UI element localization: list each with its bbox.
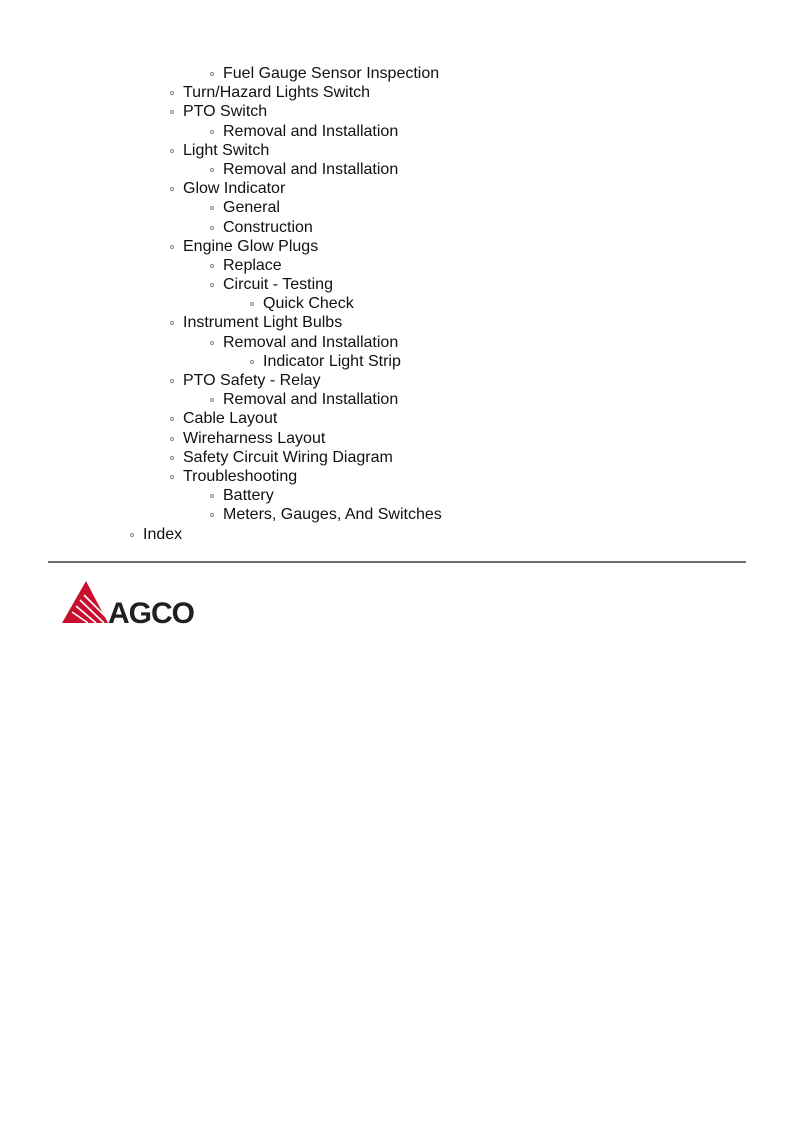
bullet-icon <box>210 398 214 402</box>
bullet-icon <box>250 302 254 306</box>
toc-item-label: Removal and Installation <box>223 122 399 140</box>
toc-item-label: Indicator Light Strip <box>263 352 401 370</box>
toc-item-level-2[interactable] <box>0 237 794 256</box>
toc-item-level-3[interactable] <box>0 218 794 237</box>
bullet-icon <box>210 72 214 76</box>
toc-item-label: Index <box>143 525 183 543</box>
agco-logo-graphic <box>62 580 234 626</box>
toc-item-label: Turn/Hazard Lights Switch <box>183 84 371 102</box>
toc-item-label: Glow Indicator <box>183 180 286 198</box>
toc-item-level-2[interactable] <box>0 409 794 428</box>
agco-logo <box>62 580 234 626</box>
toc-item-level-3[interactable] <box>0 275 794 294</box>
bullet-icon <box>210 494 214 498</box>
toc-item-label: Removal and Installation <box>223 333 399 351</box>
toc-item-level-2[interactable] <box>0 141 794 160</box>
bullet-icon <box>170 437 174 441</box>
toc-item-level-3[interactable] <box>0 122 794 141</box>
toc-item-level-2[interactable] <box>0 429 794 448</box>
bullet-icon <box>210 206 214 210</box>
logo-triangle-mark <box>62 581 108 623</box>
toc-item-label: Safety Circuit Wiring Diagram <box>183 448 393 466</box>
toc-item-level-1[interactable] <box>0 525 794 544</box>
bullet-icon <box>170 321 174 325</box>
toc-item-label: Removal and Installation <box>223 160 399 178</box>
bullet-icon <box>210 130 214 134</box>
toc-item-label: Instrument Light Bulbs <box>183 314 343 332</box>
toc-item-label: General <box>223 199 280 217</box>
bullet-icon <box>170 110 174 114</box>
bullet-icon <box>210 513 214 517</box>
bullet-icon <box>170 245 174 249</box>
toc-item-label: Replace <box>223 256 282 274</box>
toc-item-label: Troubleshooting <box>183 467 298 485</box>
toc-item-level-2[interactable] <box>0 448 794 467</box>
toc-item-label: Engine Glow Plugs <box>183 237 319 255</box>
bullet-icon <box>210 264 214 268</box>
toc-item-label: Removal and Installation <box>223 391 399 409</box>
toc-item-level-3[interactable] <box>0 333 794 352</box>
bullet-icon <box>210 226 214 230</box>
bullet-icon <box>170 149 174 153</box>
toc-item-label: PTO Safety - Relay <box>183 372 321 389</box>
toc-item-label: Light Switch <box>183 141 270 159</box>
bullet-icon <box>170 456 174 460</box>
toc-item-level-4[interactable] <box>0 294 794 313</box>
toc-item-label: Meters, Gauges, And Switches <box>223 506 442 524</box>
toc-item-level-3[interactable] <box>0 198 794 217</box>
bullet-icon <box>170 475 174 479</box>
bullet-icon <box>210 283 214 287</box>
bullet-icon <box>210 168 214 172</box>
toc-item-label: Battery <box>223 487 274 505</box>
toc-item-level-2[interactable] <box>0 467 794 486</box>
toc-item-label: Cable Layout <box>183 410 278 428</box>
toc-item-level-3[interactable] <box>0 64 794 83</box>
toc-item-label: Circuit - Testing <box>223 276 333 294</box>
bullet-icon <box>170 91 174 95</box>
bullet-icon <box>170 187 174 191</box>
toc-item-label: Wireharness Layout <box>183 429 326 447</box>
bullet-icon <box>210 341 214 345</box>
toc-item-level-2[interactable] <box>0 83 794 102</box>
toc-item-level-3[interactable] <box>0 256 794 275</box>
toc-item-level-4[interactable] <box>0 352 794 371</box>
toc-item-level-3[interactable] <box>0 505 794 524</box>
toc-item-label: Construction <box>223 218 313 236</box>
bullet-icon <box>130 533 134 537</box>
toc-item-label: Fuel Gauge Sensor Inspection <box>223 65 440 82</box>
table-of-contents <box>0 64 794 544</box>
toc-item-label: Quick Check <box>263 295 354 313</box>
toc-item-level-2[interactable] <box>0 102 794 121</box>
bullet-icon <box>170 379 174 383</box>
toc-item-level-2[interactable] <box>0 179 794 198</box>
toc-item-label: PTO Switch <box>183 103 268 121</box>
toc-item-level-2[interactable] <box>0 371 794 390</box>
footer-divider <box>48 561 746 563</box>
toc-item-level-3[interactable] <box>0 486 794 505</box>
toc-item-level-3[interactable] <box>0 160 794 179</box>
toc-item-level-2[interactable] <box>0 313 794 332</box>
logo-wordmark: AGCO <box>108 597 194 626</box>
bullet-icon <box>170 417 174 421</box>
toc-item-level-3[interactable] <box>0 390 794 409</box>
bullet-icon <box>250 360 254 364</box>
